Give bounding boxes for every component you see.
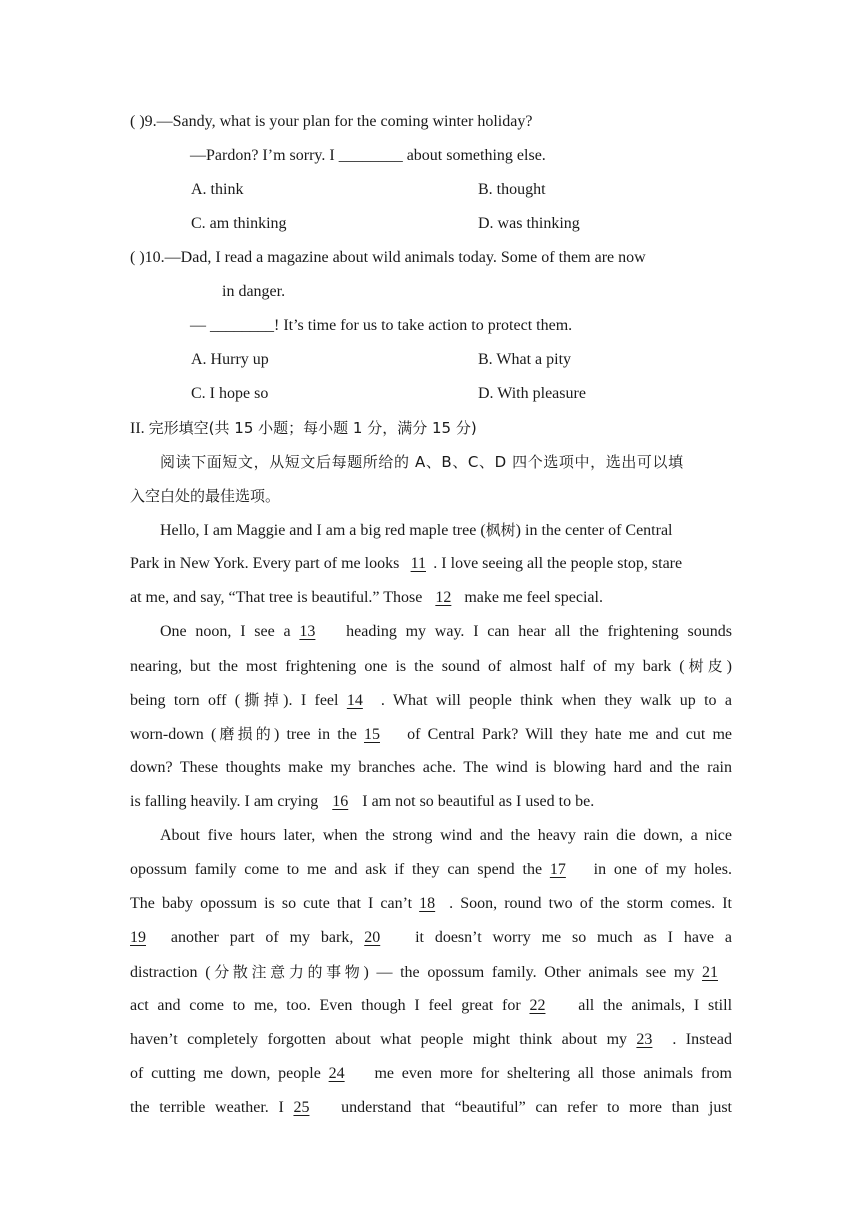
blank-20: 20 bbox=[364, 929, 381, 946]
passage-line: Hello, I am Maggie and I am a big red maple tree (枫树) in the center of Central bbox=[160, 521, 673, 539]
question-9-reply: —Pardon? I’m sorry. I ________ about something else. bbox=[190, 147, 546, 164]
question-9-stem: ( )9.—Sandy, what is your plan for the coming winter holiday? bbox=[130, 113, 533, 130]
passage-line: worn-down (磨损的) tree in the 15 of Central Park? Will they hate me and cut me bbox=[130, 725, 732, 743]
blank-24: 24 bbox=[328, 1065, 345, 1082]
passage-line: Park in New York. Every part of me looks 11 . I love seeing all the people stop, stare bbox=[130, 555, 683, 572]
passage-line: The baby opossum is so cute that I can’t 18 . Soon, round two of the storm comes. It bbox=[130, 895, 732, 912]
option-c: C. I hope so bbox=[191, 385, 269, 402]
question-10-reply: — ________! It’s time for us to take action to protect them. bbox=[190, 317, 573, 334]
question-10-stem: ( )10.—Dad, I read a magazine about wild animals today. Some of them are now bbox=[130, 249, 646, 266]
passage-line: nearing, but the most frightening one is the sound of almost half of my bark (树皮) bbox=[130, 657, 732, 675]
blank-14: 14 bbox=[346, 692, 363, 709]
option-b: B. thought bbox=[478, 181, 546, 198]
blank-17: 17 bbox=[549, 861, 566, 878]
passage-line: the terrible weather. I 25 understand that “beautiful” can refer to more than just bbox=[130, 1099, 732, 1116]
blank-15: 15 bbox=[363, 726, 380, 743]
blank-25: 25 bbox=[293, 1099, 310, 1116]
passage-line: 19 another part of my bark, 20 it doesn’t worry me so much as I have a bbox=[130, 929, 732, 946]
passage-line: down? These thoughts make my branches ache. The wind is blowing hard and the rain bbox=[130, 759, 732, 776]
option-a: A. Hurry up bbox=[191, 351, 269, 368]
passage-line: being torn off (撕掉). I feel 14 . What will people think when they walk up to a bbox=[130, 691, 732, 709]
passage-line: One noon, I see a 13 heading my way. I can hear all the frightening sounds bbox=[160, 623, 732, 640]
blank-22: 22 bbox=[529, 997, 546, 1014]
blank-12: 12 bbox=[435, 589, 452, 606]
option-d: D. With pleasure bbox=[478, 385, 586, 402]
question-10-stem-cont: in danger. bbox=[222, 283, 286, 300]
blank-18: 18 bbox=[419, 895, 436, 912]
passage-line: distraction (分散注意力的事物) — the opossum family. Other animals see my 21 bbox=[130, 962, 732, 982]
passage-line: About five hours later, when the strong wind and the heavy rain die down, a nice bbox=[160, 827, 732, 844]
passage-line: at me, and say, “That tree is beautiful.” Those 12 make me feel special. bbox=[130, 589, 603, 606]
blank-13: 13 bbox=[299, 623, 316, 640]
passage-line: is falling heavily. I am crying 16 I am not so beautiful as I used to be. bbox=[130, 793, 595, 810]
blank-19: 19 bbox=[130, 929, 146, 946]
passage-line: of cutting me down, people 24 me even more for sheltering all those animals from bbox=[130, 1065, 732, 1082]
blank-16: 16 bbox=[332, 793, 349, 810]
option-a: A. think bbox=[191, 181, 244, 198]
option-d: D. was thinking bbox=[478, 215, 580, 232]
blank-23: 23 bbox=[636, 1031, 653, 1048]
passage-line: act and come to me, too. Even though I feel great for 22 all the animals, I still bbox=[130, 997, 732, 1014]
section-heading: II. 完形填空(共 15 小题；每小题 1 分，满分 15 分) bbox=[130, 419, 477, 437]
passage-line: haven’t completely forgotten about what people might think about my 23 . Instead bbox=[130, 1031, 732, 1048]
blank-11: 11 bbox=[410, 555, 426, 572]
option-c: C. am thinking bbox=[191, 215, 287, 232]
blank-21: 21 bbox=[701, 964, 718, 981]
option-b: B. What a pity bbox=[478, 351, 572, 368]
section-instruction-cont: 入空白处的最佳选项。 bbox=[130, 487, 281, 505]
answer-paren: ( )9. bbox=[130, 113, 157, 130]
passage-line: opossum family come to me and ask if they can spend the 17 in one of my holes. bbox=[130, 861, 732, 878]
section-instruction: 阅读下面短文，从短文后每题所给的 A、B、C、D 四个选项中，选出可以填 bbox=[160, 453, 684, 471]
answer-paren: ( )10. bbox=[130, 249, 165, 266]
